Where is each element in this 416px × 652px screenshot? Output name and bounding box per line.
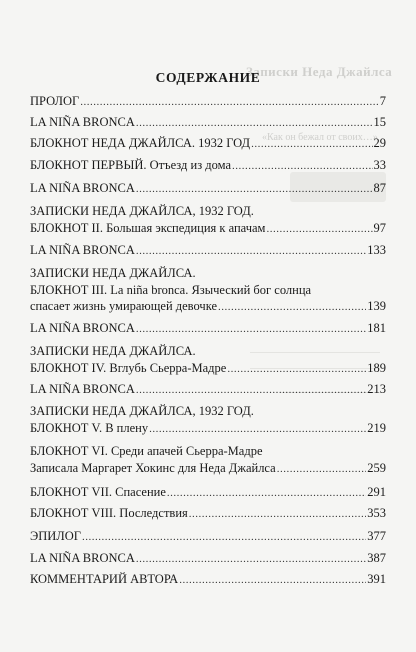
toc-entry-page-number: 29 (373, 136, 386, 150)
dot-leader (80, 94, 378, 110)
dot-leader (266, 221, 372, 237)
toc-entry-label: КОММЕНТАРИЙ АВТОРА (30, 572, 179, 586)
toc-entry-row (30, 528, 386, 545)
toc-entry[interactable] (30, 443, 386, 477)
dot-leader (136, 382, 366, 398)
toc-entry-page-number: 259 (367, 460, 386, 475)
toc-entry-heading-line: БЛОКНОТ VI. Среди апачей Сьерра-Мадре (30, 444, 263, 458)
toc-entry-page-number: 139 (367, 299, 386, 313)
toc-entry-heading-line: БЛОКНОТ III. La niña bronca. Языческий бог солнца (30, 282, 312, 297)
toc-entry-row (30, 242, 386, 259)
toc-entry-heading-line: ЗАПИСКИ НЕДА ДЖАЙЛСА, 1932 ГОД. (30, 204, 254, 218)
dot-leader (136, 321, 366, 337)
toc-entry-label: LA NIÑA BRONCA (30, 321, 135, 335)
toc-entry-label: БЛОКНОТ II. Большая экспедиция к апачам (30, 220, 266, 235)
toc-entry-page-number: 189 (367, 360, 386, 375)
toc-entry[interactable] (30, 157, 386, 174)
toc-entry[interactable] (30, 320, 386, 337)
toc-entry-heading-line: ЗАПИСКИ НЕДА ДЖАЙЛСА. (30, 344, 196, 358)
toc-entry-row (30, 571, 386, 588)
dot-leader (251, 136, 372, 152)
toc-entry-page-number: 291 (367, 485, 386, 499)
toc-entry-page-number: 213 (367, 382, 386, 396)
dot-leader (136, 243, 366, 259)
toc-entry-label: LA NIÑA BRONCA (30, 243, 135, 257)
toc-entry-page-number: 391 (367, 572, 386, 586)
toc-entry[interactable] (30, 550, 386, 567)
toc-entry-row (30, 360, 386, 377)
toc-entry-row (30, 93, 386, 110)
dot-leader (189, 506, 366, 522)
toc-entry-label: БЛОКНОТ VII. Спасение (30, 485, 166, 499)
toc-entry-row (30, 114, 386, 131)
toc-entry-page-number: 133 (367, 243, 386, 257)
toc-entry-page-number: 377 (367, 529, 386, 543)
toc-entry-label: LA NIÑA BRONCA (30, 181, 135, 195)
toc-entry[interactable] (30, 180, 386, 197)
toc-entry-row (30, 550, 386, 567)
toc-entry[interactable] (30, 381, 386, 398)
toc-entry[interactable] (30, 93, 386, 110)
bleed-through-subheading: «Как он бежал от своих…» (262, 132, 378, 143)
toc-entry-label: БЛОКНОТ V. В плену (30, 420, 149, 435)
toc-entry-label: LA NIÑA BRONCA (30, 551, 135, 565)
toc-entry[interactable] (30, 505, 386, 522)
toc-entry[interactable] (30, 114, 386, 131)
dot-leader (82, 529, 366, 545)
toc-entry-label: БЛОКНОТ ПЕРВЫЙ. Отъезд из дома (30, 158, 232, 172)
toc-entry-label: LA NIÑA BRONCA (30, 115, 135, 129)
bleed-through-heading: Записки Неда Джайлса (246, 64, 393, 79)
dot-leader (136, 181, 373, 197)
dot-leader (149, 421, 366, 437)
toc-entry-row (30, 420, 386, 437)
toc-entry-row (30, 157, 386, 174)
toc-entry[interactable] (30, 571, 386, 588)
dot-leader (227, 361, 366, 377)
dot-leader (136, 551, 366, 567)
toc-entry[interactable] (30, 203, 386, 237)
toc-entry-page-number: 97 (373, 220, 386, 235)
toc-entry-page-number: 387 (367, 551, 386, 565)
toc-title: СОДЕРЖАНИЕ (155, 70, 261, 85)
toc-entry-row (30, 484, 386, 501)
toc-entry-row (30, 381, 386, 398)
toc-entry-heading-line: ЗАПИСКИ НЕДА ДЖАЙЛСА, 1932 ГОД. (30, 404, 254, 418)
toc-entry-row (30, 135, 386, 152)
toc-entry-page-number: 15 (373, 115, 386, 129)
toc-entry-label: Записала Маргарет Хокинс для Неда Джайлса (30, 460, 276, 475)
toc-entry-row (30, 298, 386, 315)
toc-entry-row (30, 180, 386, 197)
dot-leader (277, 461, 367, 477)
dot-leader (167, 485, 366, 501)
toc-entry-heading-line: ЗАПИСКИ НЕДА ДЖАЙЛСА. (30, 266, 196, 280)
toc-entry-page-number: 219 (367, 420, 386, 435)
toc-entry-page-number: 181 (367, 321, 386, 335)
toc-entry-label: БЛОКНОТ НЕДА ДЖАЙЛСА. 1932 ГОД (30, 136, 251, 150)
dot-leader (136, 115, 373, 131)
toc-entry-row (30, 220, 386, 237)
toc-entry-label: спасает жизнь умирающей девочке (30, 299, 218, 313)
toc-entry-page-number: 87 (373, 181, 386, 195)
toc-entry-page-number: 353 (367, 506, 386, 520)
toc-entry-row (30, 505, 386, 522)
toc-entry-label: LA NIÑA BRONCA (30, 382, 135, 396)
toc-entry[interactable] (30, 484, 386, 501)
dot-leader (218, 299, 366, 315)
toc-entry-page-number: 33 (373, 158, 386, 172)
toc-entry[interactable] (30, 135, 386, 152)
toc-entry-label: ПРОЛОГ (30, 94, 80, 108)
toc-entry-label: БЛОКНОТ IV. Вглубь Сьерра-Мадре (30, 360, 227, 375)
toc-entry[interactable] (30, 265, 386, 315)
toc-entry-row (30, 460, 386, 477)
toc-entry[interactable] (30, 403, 386, 437)
toc-entry[interactable] (30, 242, 386, 259)
toc-entry-page-number: 7 (379, 94, 386, 108)
toc-entry-label: ЭПИЛОГ (30, 529, 82, 543)
toc-entry-label: БЛОКНОТ VIII. Последствия (30, 506, 188, 520)
dot-leader (179, 572, 366, 588)
toc-entry-row (30, 320, 386, 337)
dot-leader (232, 158, 372, 174)
toc-entry[interactable] (30, 528, 386, 545)
toc-entry[interactable] (30, 343, 386, 377)
